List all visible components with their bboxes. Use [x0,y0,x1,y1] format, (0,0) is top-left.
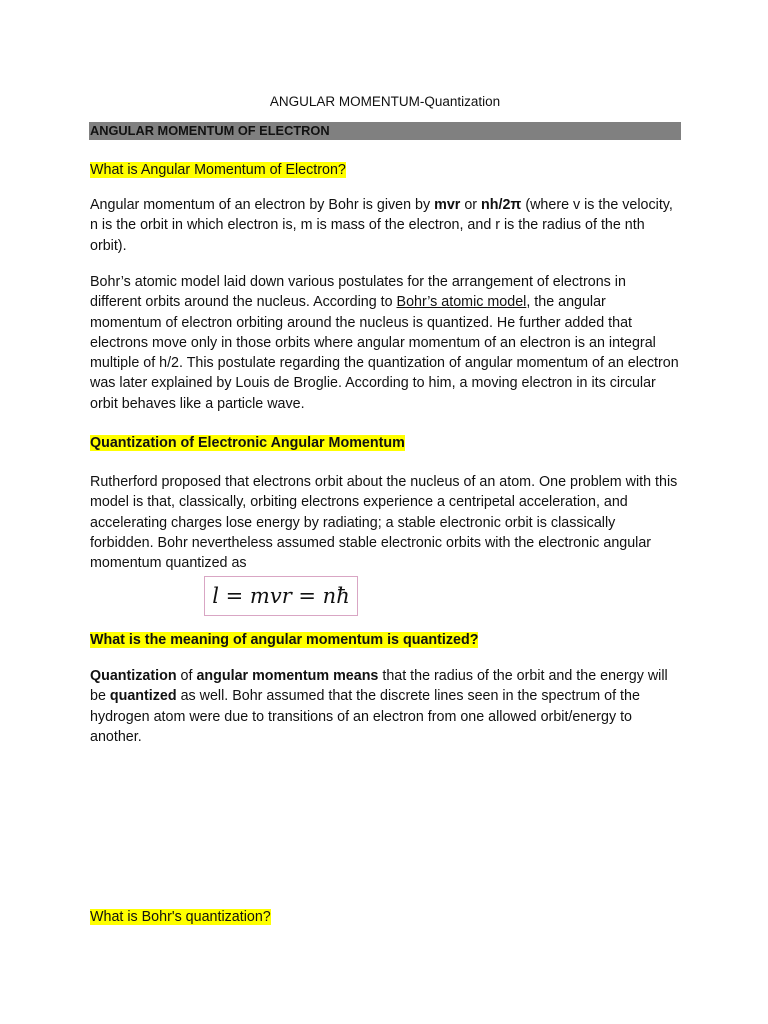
angular-momentum-formula: l = mvr = nħ [204,576,358,616]
text-span: or [460,197,482,213]
document-title: ANGULAR MOMENTUM-Quantization [269,94,501,109]
text-span: Bohr’s atomic model laid down various postulates for the arrangement of electrons in different orbits around the nucleus. According to [90,274,626,311]
question-heading-3 [90,630,680,650]
text-span: of [176,668,197,684]
question-heading-2 [90,433,680,453]
text-span: as well. Bohr assumed that the discrete lines seen in the spectrum of the hydrogen atom were due to transitions of an electron from one allowed orbit/energy to another. [90,688,640,745]
bohr-atomic-model-link[interactable]: Bohr’s atomic model [396,294,527,311]
paragraph-quantization-meaning [90,666,680,747]
question-heading-1 [90,160,680,180]
paragraph-rutherford: Rutherford proposed that electrons orbit about the nucleus of an atom. One problem with this model is that, classically, orbiting electrons experience a centripetal acceleration, and accelerating charges lose energy by radiating; a stable electronic orbit is classically forbidden. Bohr nevertheless assumed stable electronic orbits with the electronic angular momentum quantized as [90,474,678,572]
text-span: (where v is the velocity, n is the orbit in which electron is, m is mass of the electron, and r is the radius of the nth orbit). [90,197,673,254]
text-span: Angular momentum of an electron by Bohr is given by [90,197,435,213]
bold-term-quantization: Quantization [90,668,177,684]
highlighted-question-4: What is Bohr's quantization? [90,909,271,925]
bold-term-nh2pi: nh/2π [481,197,522,213]
highlighted-question-1: What is Angular Momentum of Electron? [90,162,346,178]
paragraph-bohr-model [90,272,680,414]
highlighted-question-2: Quantization of Electronic Angular Momentum [90,435,405,451]
highlighted-question-3: What is the meaning of angular momentum is quantized? [90,632,479,648]
section-heading-bar [89,122,681,140]
bold-term-mvr: mvr [434,197,461,213]
bold-term-quantized: quantized [109,688,177,705]
question-heading-4 [90,907,680,927]
text-span: that the radius of the orbit and the energy will be [90,668,668,705]
bold-term-angular-momentum-means: angular momentum means [196,668,379,684]
text-span: , the angular momentum of electron orbiting around the nucleus is quantized. He further added that electrons move only in those orbits where angular momentum of an electron is an integral multiple of h/2. This postulate regarding the quantization of angular momentum of an electron was later explained by Louis de Broglie. According to him, a moving electron in its circular orbit behaves like a particle wave. [90,294,679,412]
section-heading: ANGULAR MOMENTUM OF ELECTRON [90,123,330,138]
paragraph-angular-momentum [90,195,680,256]
